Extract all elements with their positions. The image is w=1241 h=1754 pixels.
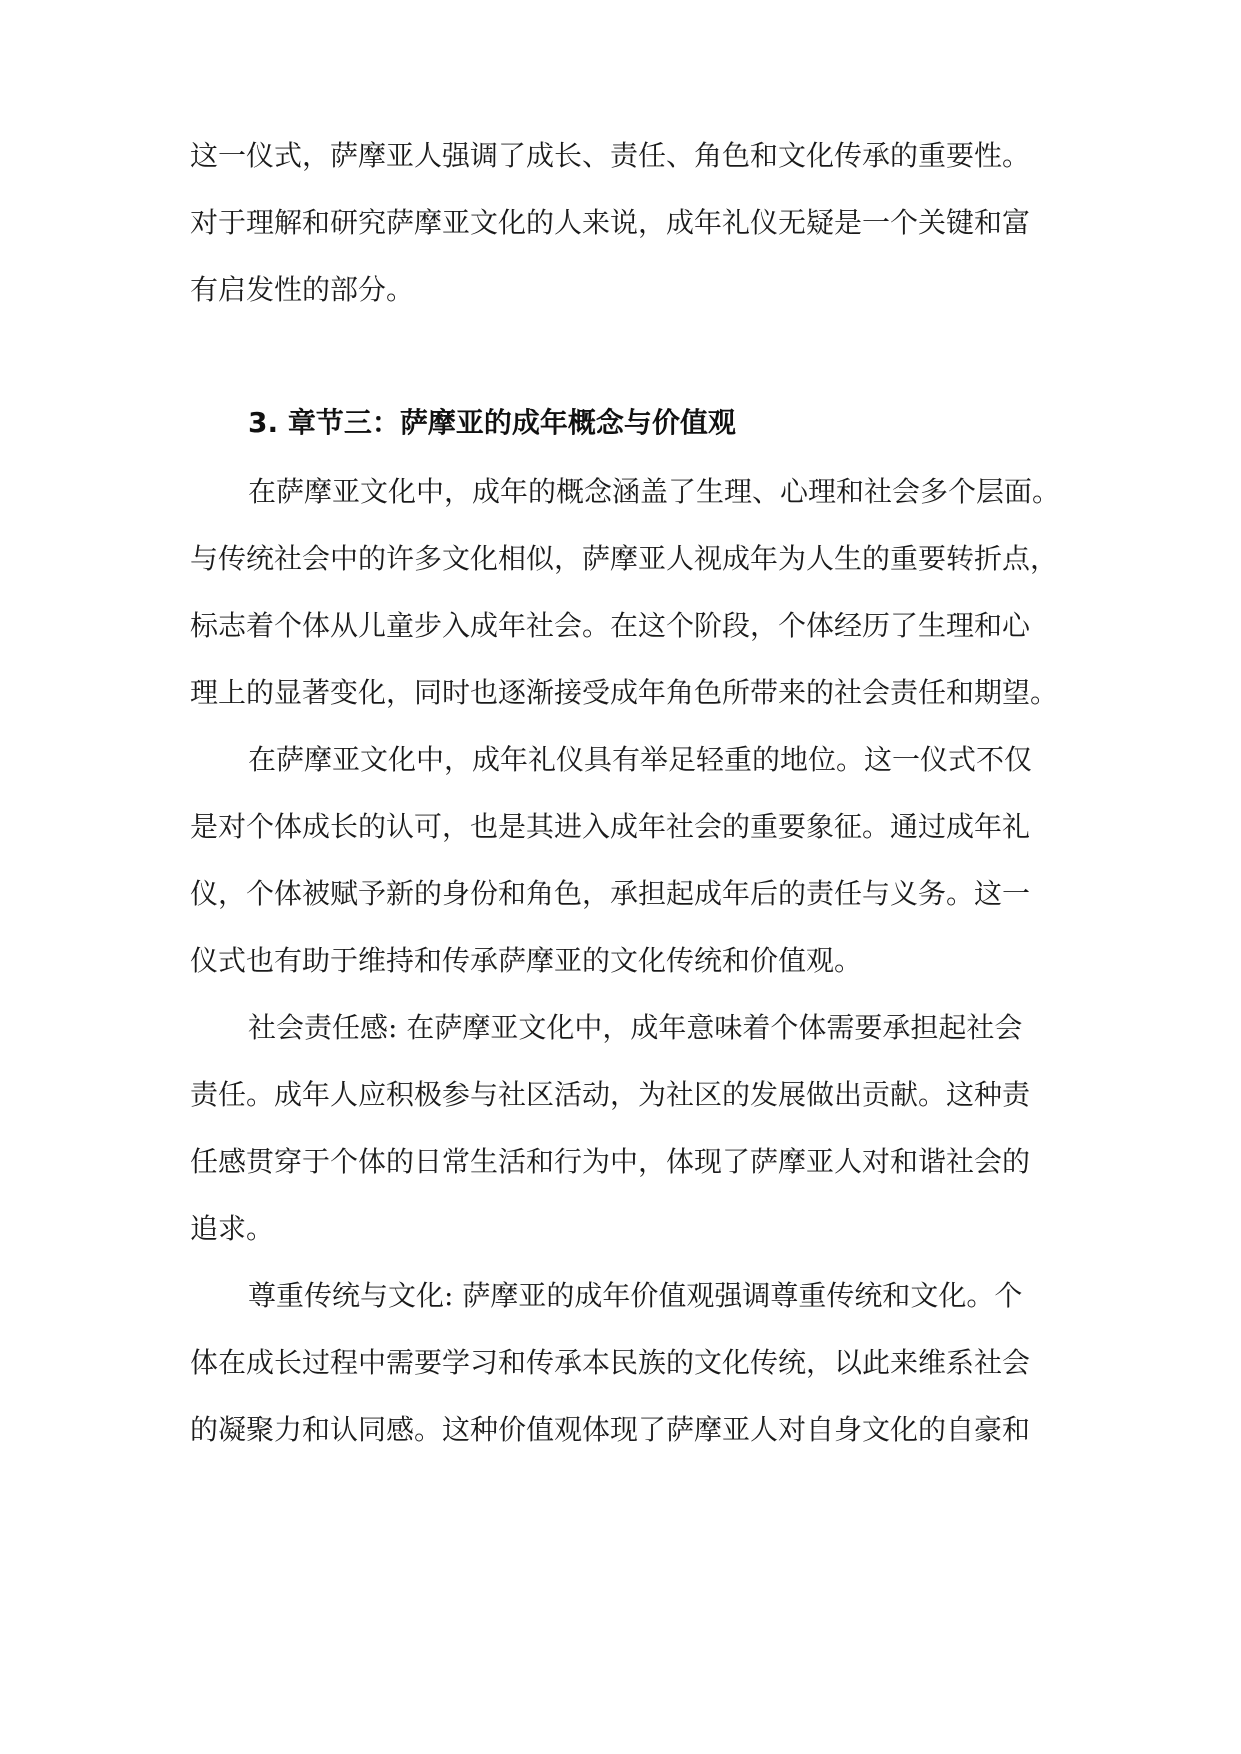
section-heading: 3. 章节三：萨摩亚的成年概念与价值观 [248, 406, 736, 439]
text-line: 理上的显著变化，同时也逐渐接受成年角色所带来的社会责任和期望。 [190, 676, 1059, 709]
text-line: 追求。 [190, 1212, 275, 1245]
text-line: 是对个体成长的认可，也是其进入成年社会的重要象征。通过成年礼 [190, 810, 1031, 843]
text-line: 仪式也有助于维持和传承萨摩亚的文化传统和价值观。 [190, 944, 863, 977]
text-line: 尊重传统与文化: 萨摩亚的成年价值观强调尊重传统和文化。个 [248, 1279, 1023, 1312]
text-line: 这一仪式，萨摩亚人强调了成长、责任、角色和文化传承的重要性。 [190, 139, 1031, 172]
text-line: 在萨摩亚文化中，成年礼仪具有举足轻重的地位。这一仪式不仅 [248, 743, 1033, 776]
text-line: 仪，个体被赋予新的身份和角色，承担起成年后的责任与义务。这一 [190, 877, 1031, 910]
text-line: 标志着个体从儿童步入成年社会。在这个阶段，个体经历了生理和心 [190, 609, 1031, 642]
text-line: 体在成长过程中需要学习和传承本民族的文化传统，以此来维系社会 [190, 1346, 1031, 1379]
text-line: 在萨摩亚文化中，成年的概念涵盖了生理、心理和社会多个层面。 [248, 475, 1061, 508]
text-line: 有启发性的部分。 [190, 273, 415, 306]
text-line: 社会责任感: 在萨摩亚文化中，成年意味着个体需要承担起社会 [248, 1011, 1023, 1044]
text-line: 责任。成年人应积极参与社区活动，为社区的发展做出贡献。这种责 [190, 1078, 1031, 1111]
text-line: 的凝聚力和认同感。这种价值观体现了萨摩亚人对自身文化的自豪和 [190, 1413, 1031, 1446]
text-line: 对于理解和研究萨摩亚文化的人来说，成年礼仪无疑是一个关键和富 [190, 206, 1031, 239]
text-line: 与传统社会中的许多文化相似，萨摩亚人视成年为人生的重要转折点， [190, 542, 1059, 575]
text-line: 任感贯穿于个体的日常生活和行为中，体现了萨摩亚人对和谐社会的 [190, 1145, 1031, 1178]
